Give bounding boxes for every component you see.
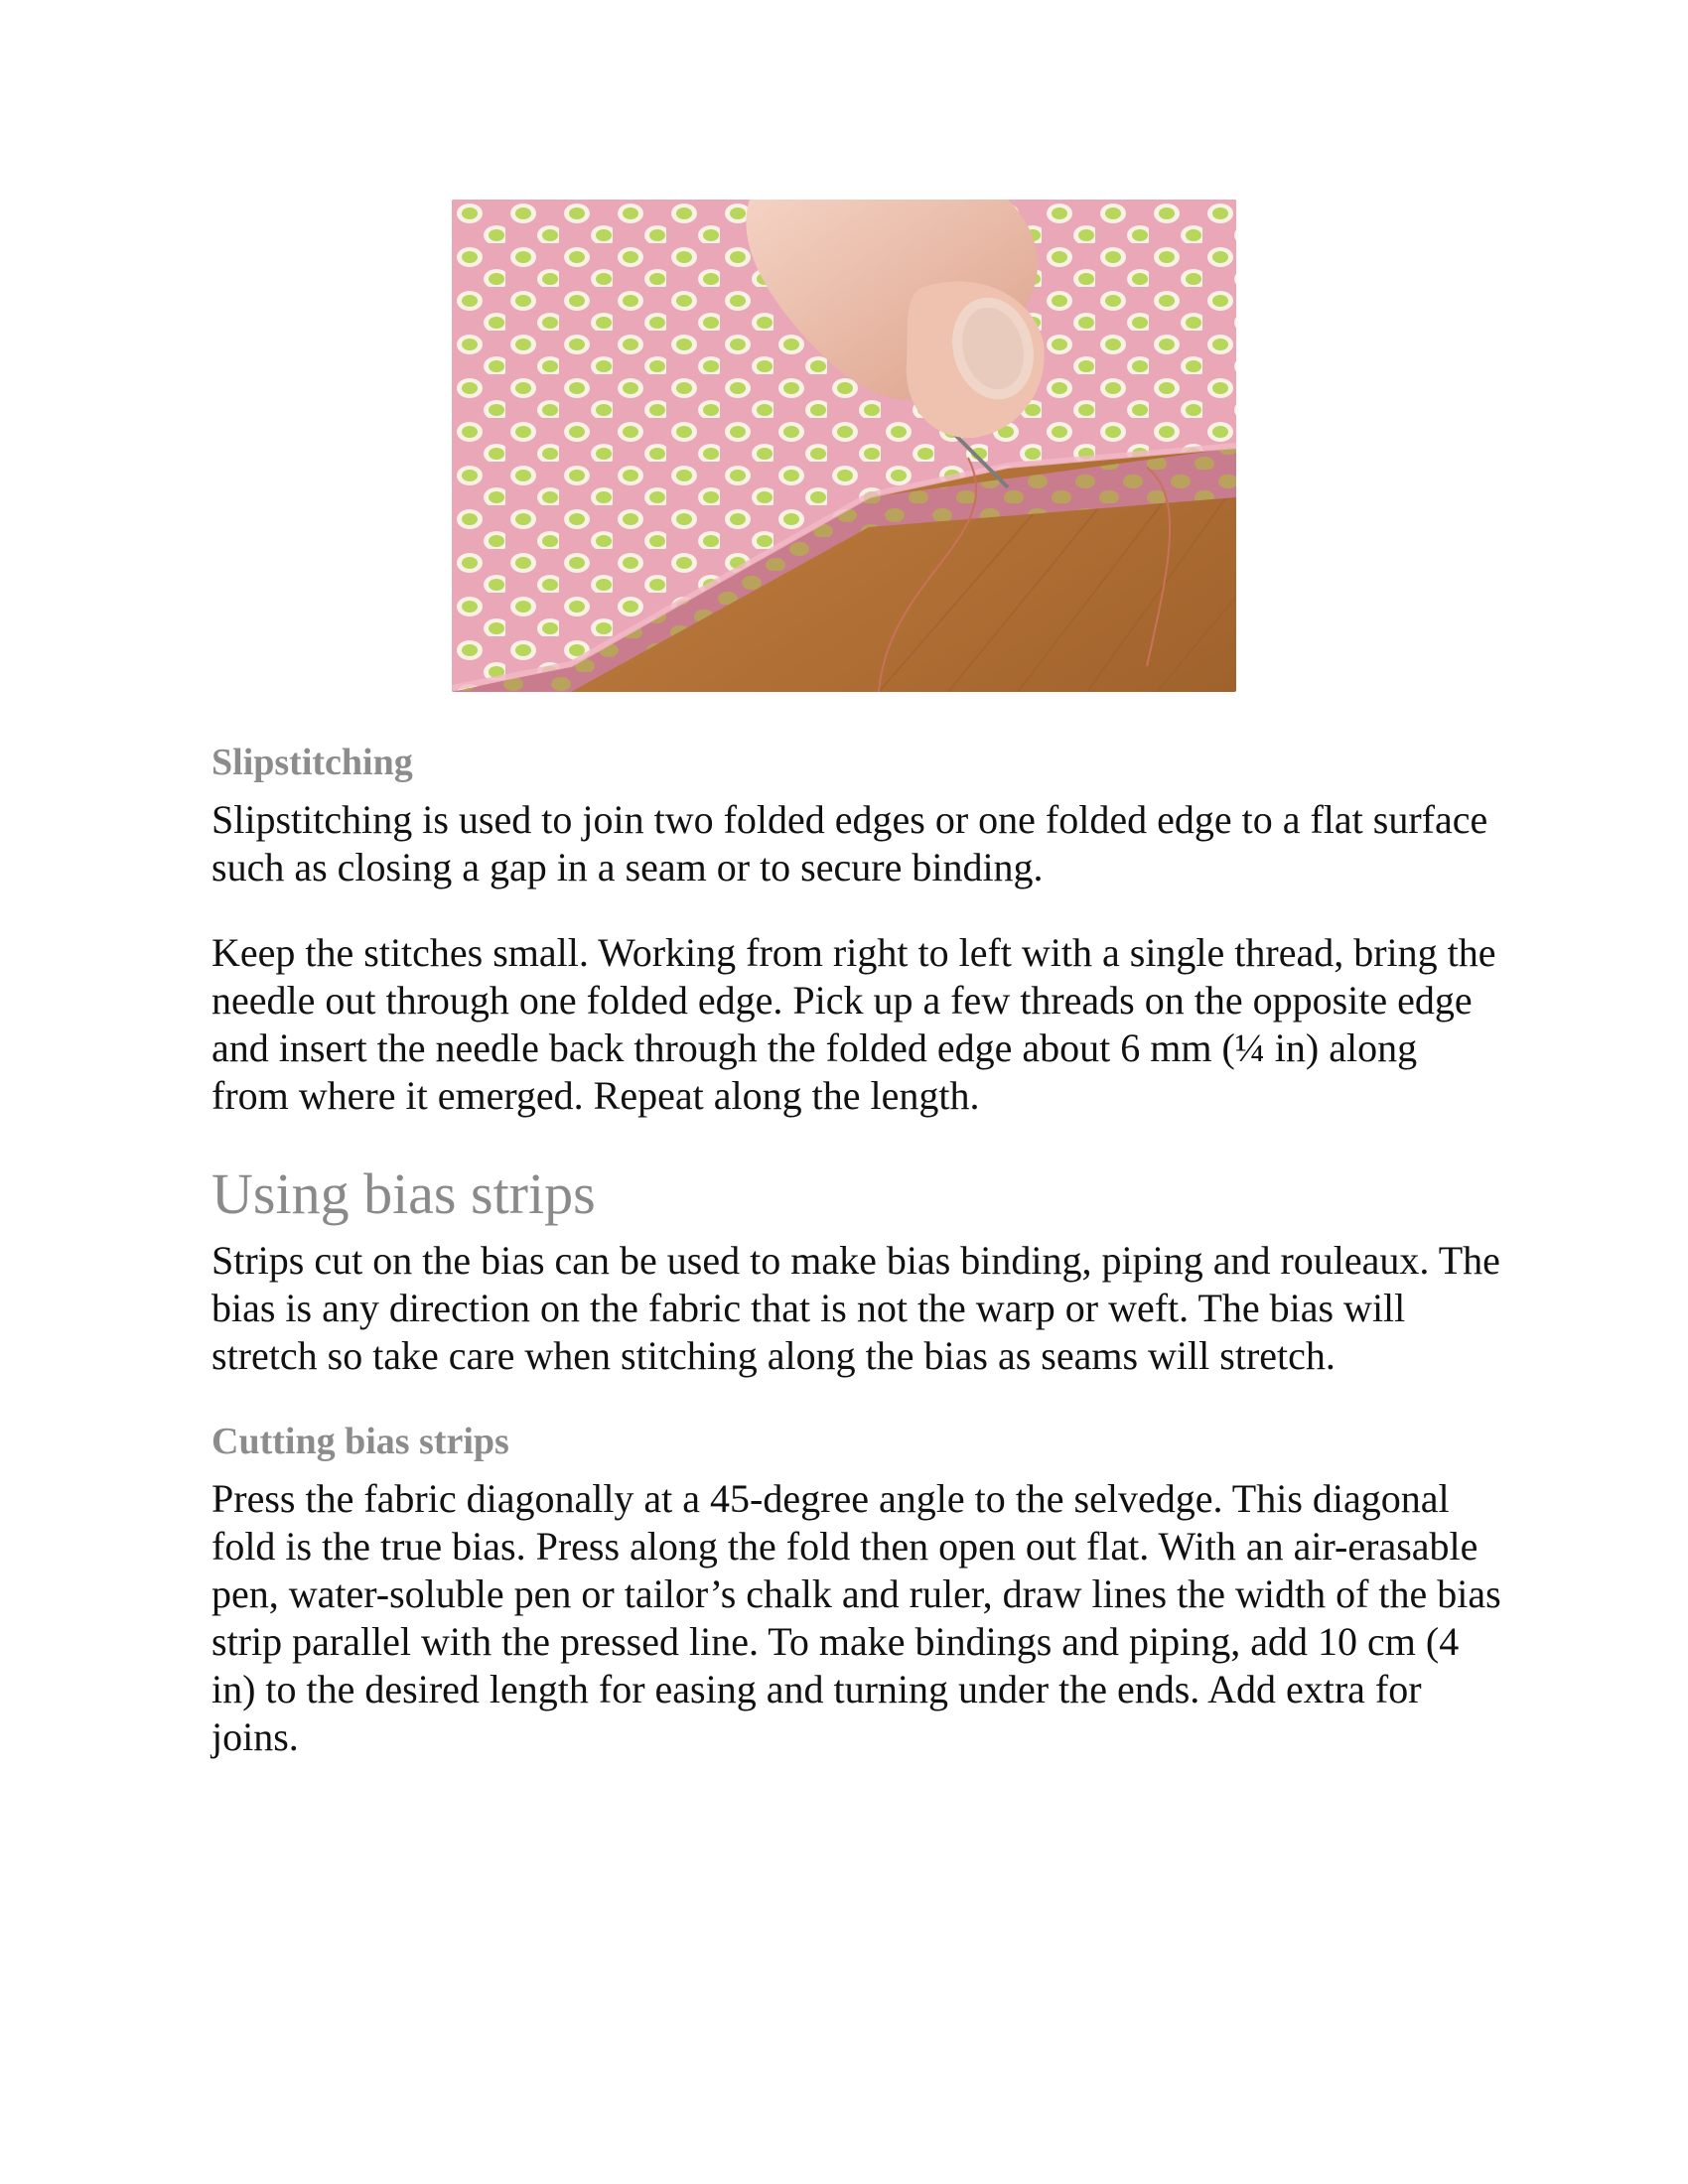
section-heading-cutting-bias-strips: Cutting bias strips — [211, 1421, 509, 1462]
photo-hand-slipstitching-fabric-icon — [452, 200, 1236, 692]
slipstitching-instructions-paragraph: Keep the stitches small. Working from right to left with a single thread, bring the needle out through one folded edge. Pick up a few threads on the opposite edge and insert the needle back through the folded edge about 6 mm (¼ in) along from where it emerged. Repeat along the length. — [211, 930, 1496, 1118]
document-body — [211, 735, 1502, 1799]
cutting-bias-strips-paragraph: Press the fabric diagonally at a 45-degree angle to the selvedge. This diagonal fold is the true bias. Press along the fold then open out flat. With an air-erasable pen, water-soluble pen or tailor’s chalk and ruler, draw lines the width of the bias strip parallel with the pressed line. To make bindings and piping, add 10 cm (4 in) to the desired length for easing and turning under the ends. Add extra for joins. — [211, 1476, 1501, 1759]
slipstitching-intro-paragraph: Slipstitching is used to join two folded edges or one folded edge to a flat surface such as closing a gap in a seam or to secure binding. — [211, 797, 1488, 889]
slipstitching-photo — [452, 200, 1236, 692]
section-heading-slipstitching: Slipstitching — [211, 742, 413, 783]
bias-strips-paragraph: Strips cut on the bias can be used to make bias binding, piping and rouleaux. The bias is any direction on the fabric that is not the warp or weft. The bias will stretch so take care when stitching along the bias as seams will stretch. — [211, 1238, 1500, 1378]
section-heading-using-bias-strips: Using bias strips — [211, 1161, 596, 1226]
